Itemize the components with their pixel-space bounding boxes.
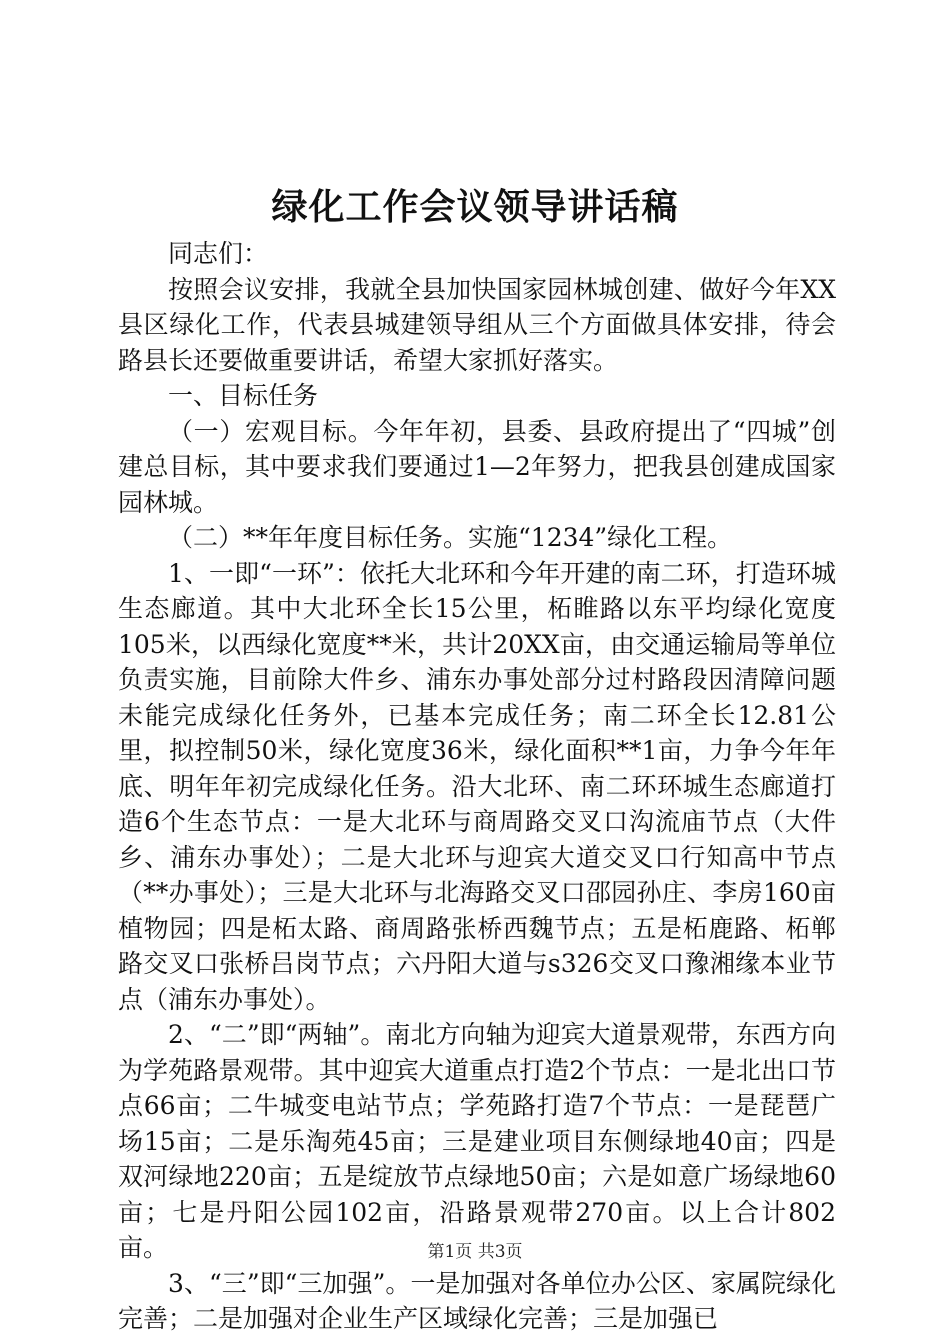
salutation-paragraph: 同志们： (168, 239, 269, 268)
axis-paragraph: 2、“二”即“两轴”。南北方向轴为迎宾大道景观带，东西方向为学苑路景观带。其中迎宾大道重点打造2个节点：一是北出口节点66亩；二牛城变电站节点；学苑路打造7个节点：一是琵琶广场15亩；二是乐淘苑45亩；三是建业项目东侧绿地40亩；四是双河绿地220亩；五是绽放节点绿地50亩；六是如意广场绿地60亩；七是丹阳公园102亩，沿路景观带270亩。以上合计802亩。 (118, 1020, 836, 1262)
section-heading: 一、目标任务 (168, 381, 319, 410)
macro-goal-paragraph: （一）宏观目标。今年年初，县委、县政府提出了“四城”创建总目标，其中要求我们要通过1—2年努力，把我县创建成国家园林城。 (118, 416, 836, 517)
page-footer: 第1页 共3页 (427, 1242, 523, 1262)
document-title: 绿化工作会议领导讲话稿 (271, 186, 679, 228)
annual-goal-paragraph: （二）**年年度目标任务。实施“1234”绿化工程。 (168, 523, 733, 552)
ring-paragraph: 1、一即“一环”：依托大北环和今年开建的南二环，打造环城生态廊道。其中大北环全长15公里，柘睢路以东平均绿化宽度105米，以西绿化宽度**米，共计20XX亩，由交通运输局等单位负责实施，目前除大件乡、浦东办事处部分过村路段因清障问题未能完成绿化任务外，已基本完成任务；南二环全长12.81公里，拟控制50米，绿化宽度36米，绿化面积**1亩，力争今年年底、明年年初完成绿化任务。沿大北环、南二环环城生态廊道打造6个生态节点：一是大北环与商周路交叉口沟流庙节点（大件乡、浦东办事处）；二是大北环与迎宾大道交叉口行知高中节点（**办事处）；三是大北环与北海路交叉口邵园孙庄、李房160亩植物园；四是柘太路、商周路张桥西魏节点；五是柘鹿路、柘郸路交叉口张桥吕岗节点；六丹阳大道与s326交叉口豫湘缘本业节点（浦东办事处）。 (118, 558, 836, 1014)
strengthen-paragraph: 3、“三”即“三加强”。一是加强对各单位办公区、家属院绿化完善；二是加强对企业生产区域绿化完善；三是加强已 (118, 1268, 836, 1333)
intro-paragraph: 按照会议安排，我就全县加快国家园林城创建、做好今年XX县区绿化工作，代表县城建领导组从三个方面做具体安排，待会路县长还要做重要讲话，希望大家抓好落实。 (118, 274, 836, 375)
document-body (118, 236, 836, 1337)
